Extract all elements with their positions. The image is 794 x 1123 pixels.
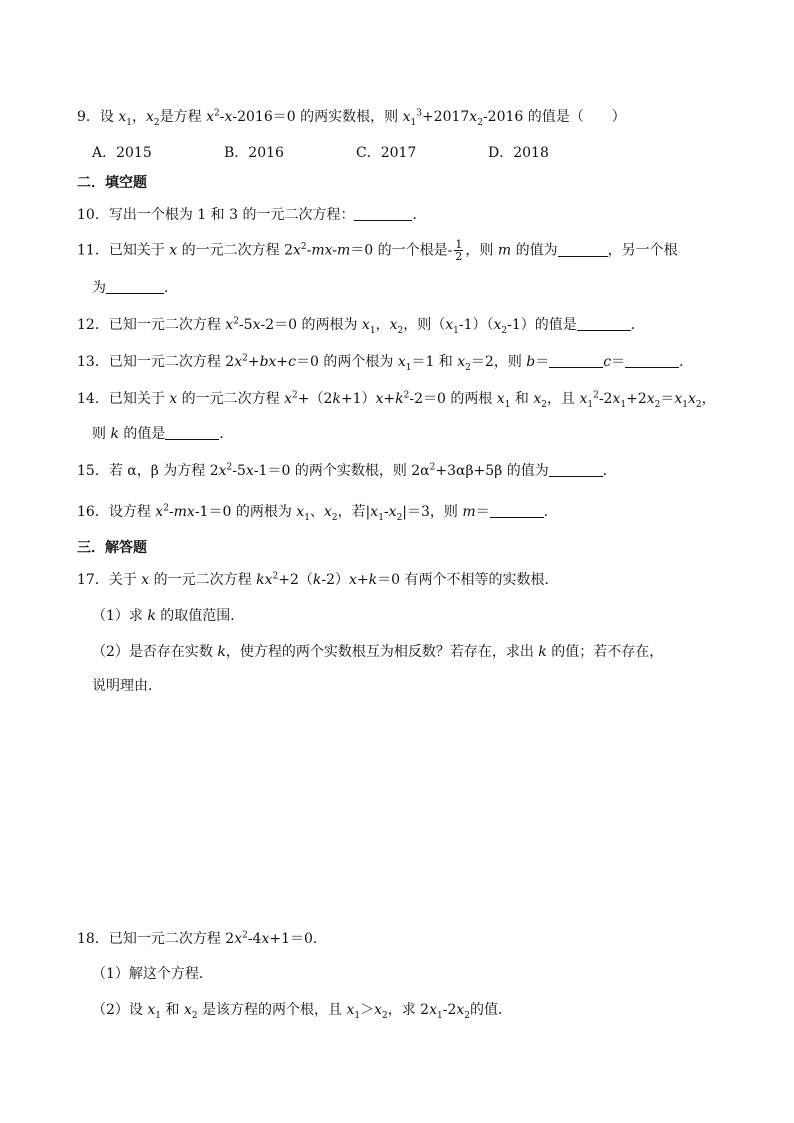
- text: 的值为: [511, 242, 558, 259]
- math-var: x: [429, 1002, 437, 1018]
- text: 的一元二次方程: [149, 572, 257, 588]
- math-var: x: [389, 317, 398, 333]
- math-var: x: [293, 242, 301, 259]
- superscript: 2: [233, 316, 239, 327]
- subscript: 2: [477, 117, 483, 128]
- answer-blank[interactable]: [354, 206, 412, 221]
- text: 是方程: [159, 109, 207, 125]
- superscript: 2: [272, 571, 279, 582]
- answer-blank[interactable]: [165, 425, 219, 440]
- text: 为: [92, 280, 106, 296]
- subscript: 1: [453, 325, 459, 336]
- superscript: 2: [300, 241, 307, 252]
- subscript: 2: [397, 325, 404, 336]
- math-var: x: [688, 391, 696, 407]
- subscript: 1: [304, 512, 310, 523]
- math-var: x: [496, 391, 505, 407]
- text: 是该方程的两个根，且: [197, 1002, 347, 1018]
- text: 已知关于: [108, 242, 170, 259]
- subscript: 2: [501, 325, 508, 336]
- text: ＝2，则: [470, 354, 527, 370]
- text: ＝: [535, 354, 550, 370]
- math-var: x: [348, 572, 357, 588]
- subscript: 2: [396, 512, 403, 523]
- math-var: m: [462, 504, 476, 520]
- text: ＞: [360, 1002, 375, 1018]
- question-17-part2: [92, 642, 663, 662]
- text: （2）设: [92, 1002, 148, 1018]
- text: +（2: [297, 391, 333, 407]
- math-var: x: [374, 1002, 382, 1018]
- text: -5: [238, 317, 253, 333]
- text: 设: [99, 109, 119, 125]
- question-17: [77, 570, 558, 590]
- math-var: -mx-m: [306, 242, 351, 259]
- math-var: m: [497, 242, 512, 259]
- text: +1）: [340, 391, 376, 407]
- math-var: x: [346, 1002, 355, 1018]
- math-var: x: [234, 354, 243, 370]
- text: +2: [626, 391, 647, 407]
- plus-sign: +: [247, 354, 260, 370]
- subscript: 2: [382, 1010, 388, 1021]
- text: 则: [92, 426, 111, 442]
- option-c[interactable]: C．2017: [356, 145, 417, 161]
- text: -2016＝0 的两实数根，则: [232, 109, 403, 125]
- minus-sign: -: [383, 504, 389, 520]
- minus-sign: -: [168, 504, 174, 520]
- math-var: x: [284, 391, 292, 407]
- math-var: x: [457, 354, 466, 370]
- text: 和: [161, 1002, 184, 1018]
- math-var: x: [402, 109, 411, 125]
- math-var: x: [147, 1002, 156, 1018]
- subscript: 1: [405, 362, 412, 373]
- text: ，则（: [403, 317, 446, 333]
- subscript: 2: [695, 399, 702, 410]
- math-var: x: [469, 109, 478, 125]
- question-17-part1: [92, 606, 244, 626]
- math-var: +k: [356, 572, 378, 588]
- text: 的一元二次方程 2: [177, 242, 293, 259]
- math-var: -x: [219, 109, 233, 125]
- text: -2: [442, 1002, 457, 1018]
- answer-blank[interactable]: [577, 316, 631, 331]
- text: 写出一个根为 1 和 3 的一元二次方程：: [108, 207, 355, 223]
- text: ．: [412, 207, 427, 223]
- math-var: b: [526, 354, 536, 370]
- question-number: 11．: [77, 242, 109, 259]
- text: ＝0 有两个不相等的实数根．: [377, 572, 559, 588]
- text: ＝1 和: [411, 354, 458, 370]
- answer-blank[interactable]: [106, 279, 164, 294]
- text: ，: [132, 109, 147, 125]
- answer-blank-b[interactable]: [549, 353, 603, 368]
- math-var: x: [296, 504, 305, 520]
- question-16: [77, 502, 558, 522]
- subscript: 2: [331, 512, 338, 523]
- option-b[interactable]: B．2016: [224, 145, 284, 161]
- text: +1＝0．: [269, 931, 327, 947]
- text: ．: [543, 504, 558, 520]
- superscript: 2: [242, 930, 248, 941]
- answer-blank[interactable]: [549, 462, 603, 477]
- text: （2）是否存在实数: [92, 644, 218, 660]
- math-var: x: [646, 391, 655, 407]
- text: 的一元二次方程: [177, 391, 285, 407]
- superscript: 3: [416, 108, 422, 119]
- text: 的值是: [118, 426, 166, 442]
- text: -2＝0 的两根为: [260, 317, 362, 333]
- question-10: [77, 205, 426, 225]
- text: ＝: [611, 354, 626, 370]
- math-var: x: [183, 1002, 192, 1018]
- text: ，若|: [337, 504, 371, 520]
- question-number: 15．: [77, 463, 109, 479]
- text: 关于: [108, 572, 142, 588]
- text: +3αβ+5β 的值为: [435, 463, 549, 479]
- text: ＝0 的两个根为: [296, 354, 398, 370]
- text: -1＝0 的两根为: [194, 504, 297, 520]
- math-var: c: [603, 354, 612, 370]
- text: ＝0 的一个根是: [350, 242, 448, 259]
- question-15: [77, 461, 617, 481]
- math-var: k: [312, 572, 322, 588]
- math-var: x: [155, 504, 164, 520]
- math-var: x: [218, 463, 227, 479]
- math-var: x: [370, 504, 379, 520]
- math-var: x: [533, 391, 542, 407]
- question-number: 12．: [77, 317, 109, 333]
- subscript: 1: [682, 399, 689, 410]
- math-var: x: [674, 391, 683, 407]
- text: （1）求: [92, 608, 148, 624]
- text: -2）: [321, 572, 349, 588]
- text: 说明理由．: [92, 678, 162, 694]
- math-var: k: [217, 644, 226, 660]
- text: ．: [602, 463, 617, 479]
- subscript: 1: [126, 117, 133, 128]
- math-var: x: [169, 242, 178, 259]
- text: ，另一个根: [607, 242, 678, 259]
- question-11-line2: [92, 278, 178, 298]
- math-var: x: [323, 504, 332, 520]
- text: -2＝0 的两根: [409, 391, 497, 407]
- math-var: x: [146, 109, 154, 125]
- subscript: 2: [465, 362, 471, 373]
- text: 若 α，β 为方程 2: [108, 463, 219, 479]
- fraction-denominator: 2: [455, 250, 463, 263]
- math-var: x+k: [375, 391, 404, 407]
- question-18: [77, 929, 327, 949]
- math-var: x: [252, 317, 261, 333]
- text: ＝: [660, 391, 675, 407]
- math-var: x: [169, 391, 178, 407]
- text: ．: [219, 426, 234, 442]
- question-13: [77, 352, 693, 372]
- subscript: 1: [620, 399, 627, 410]
- text: 的值．: [470, 1002, 513, 1018]
- minus-sign: -: [447, 242, 453, 259]
- superscript: 2: [214, 108, 220, 119]
- math-var: k: [147, 608, 156, 624]
- text: ，则: [465, 242, 498, 259]
- fraction: [454, 239, 463, 262]
- text: 已知一元二次方程 2: [108, 354, 235, 370]
- question-11: [77, 239, 678, 262]
- text: ，: [375, 317, 390, 333]
- math-var: x: [206, 109, 215, 125]
- question-9-options: [92, 143, 620, 163]
- subscript: 1: [410, 117, 417, 128]
- question-number: 14．: [77, 391, 109, 407]
- text: 的值；若不存在，: [546, 644, 664, 660]
- math-var: x: [234, 931, 243, 947]
- question-9: [77, 107, 626, 127]
- text: +2017: [421, 109, 470, 125]
- text: ＝: [475, 504, 490, 520]
- answer-blank-c[interactable]: [625, 353, 679, 368]
- question-number: 16．: [77, 504, 109, 520]
- math-var: x: [141, 572, 150, 588]
- superscript: 2: [226, 462, 233, 473]
- question-12: [77, 315, 645, 335]
- math-var: k: [110, 426, 119, 442]
- question-number: 9．: [77, 109, 100, 125]
- math-var: x: [361, 317, 370, 333]
- subscript: 1: [155, 1010, 161, 1021]
- text: 、: [309, 504, 324, 520]
- math-var: x: [245, 463, 254, 479]
- text: 已知一元二次方程: [108, 317, 226, 333]
- answer-blank[interactable]: [490, 503, 544, 518]
- math-var: mx: [173, 504, 195, 520]
- math-var: k: [538, 644, 547, 660]
- text: ．: [630, 317, 645, 333]
- math-var: x: [118, 109, 127, 125]
- question-18-part1: （1）解这个方程．: [92, 966, 213, 982]
- superscript: 2: [593, 390, 599, 401]
- superscript: 2: [403, 390, 410, 401]
- text: 已知关于: [108, 391, 170, 407]
- text: 已知一元二次方程 2: [108, 931, 235, 947]
- subscript: 2: [541, 399, 547, 410]
- subscript: 1: [587, 399, 594, 410]
- question-18-part2: [92, 1000, 512, 1020]
- subscript: 2: [654, 399, 661, 410]
- text: ，求 2: [387, 1002, 430, 1018]
- math-var: x: [261, 931, 270, 947]
- subscript: 1: [354, 1010, 361, 1021]
- math-var: x: [493, 317, 502, 333]
- subscript: 2: [153, 117, 160, 128]
- subscript: 1: [504, 399, 511, 410]
- math-var: k: [332, 391, 341, 407]
- subscript: 2: [191, 1010, 198, 1021]
- subscript: 1: [378, 512, 384, 523]
- math-var: kx: [256, 572, 273, 588]
- subscript: 1: [437, 1010, 443, 1021]
- text: ，: [701, 391, 716, 407]
- text: -2: [598, 391, 613, 407]
- math-var: x: [612, 391, 621, 407]
- subscript: 2: [464, 1010, 471, 1021]
- math-var: +c: [276, 354, 296, 370]
- question-14-line2: [92, 424, 233, 444]
- math-var: x: [579, 391, 588, 407]
- superscript: 2: [242, 353, 248, 364]
- text: -1）的值是: [507, 317, 577, 333]
- text: 的取值范围．: [155, 608, 245, 624]
- text: 和: [510, 391, 534, 407]
- text: -1）（: [458, 317, 494, 333]
- answer-blank[interactable]: [558, 242, 608, 257]
- question-14: [77, 389, 716, 409]
- section-heading-fill: 二．填空题: [77, 175, 147, 191]
- option-a[interactable]: A．2015: [92, 145, 152, 161]
- math-var: x: [388, 504, 397, 520]
- text: -1＝0 的两个实数根，则 2α: [253, 463, 430, 479]
- superscript: 2: [292, 390, 298, 401]
- math-var: x: [225, 317, 234, 333]
- section-heading-solve: 三．解答题: [77, 540, 147, 556]
- math-var: x: [397, 354, 406, 370]
- question-number: 18．: [77, 931, 109, 947]
- question-number: 10．: [77, 207, 109, 223]
- text: |＝3，则: [402, 504, 463, 520]
- text: ，使方程的两个实数根互为相反数？若存在，求出: [225, 644, 539, 660]
- fraction-numerator: 1: [455, 238, 463, 251]
- text: ．: [164, 280, 178, 296]
- text: -2016 的值是（ ）: [482, 109, 626, 125]
- text: +2（: [278, 572, 313, 588]
- question-17-part2-line2: [92, 676, 162, 696]
- text: 设方程: [108, 504, 156, 520]
- question-number: 13．: [77, 354, 109, 370]
- superscript: 2: [163, 503, 169, 514]
- superscript: 2: [429, 462, 436, 473]
- option-d[interactable]: D．2018: [488, 145, 549, 161]
- math-var: x: [456, 1002, 465, 1018]
- question-number: 17．: [77, 572, 109, 588]
- text: ．: [679, 354, 694, 370]
- text: -5: [232, 463, 246, 479]
- math-var: x: [445, 317, 454, 333]
- text: ，且: [546, 391, 580, 407]
- subscript: 1: [369, 325, 376, 336]
- text: -4: [247, 931, 262, 947]
- math-var: bx: [259, 354, 277, 370]
